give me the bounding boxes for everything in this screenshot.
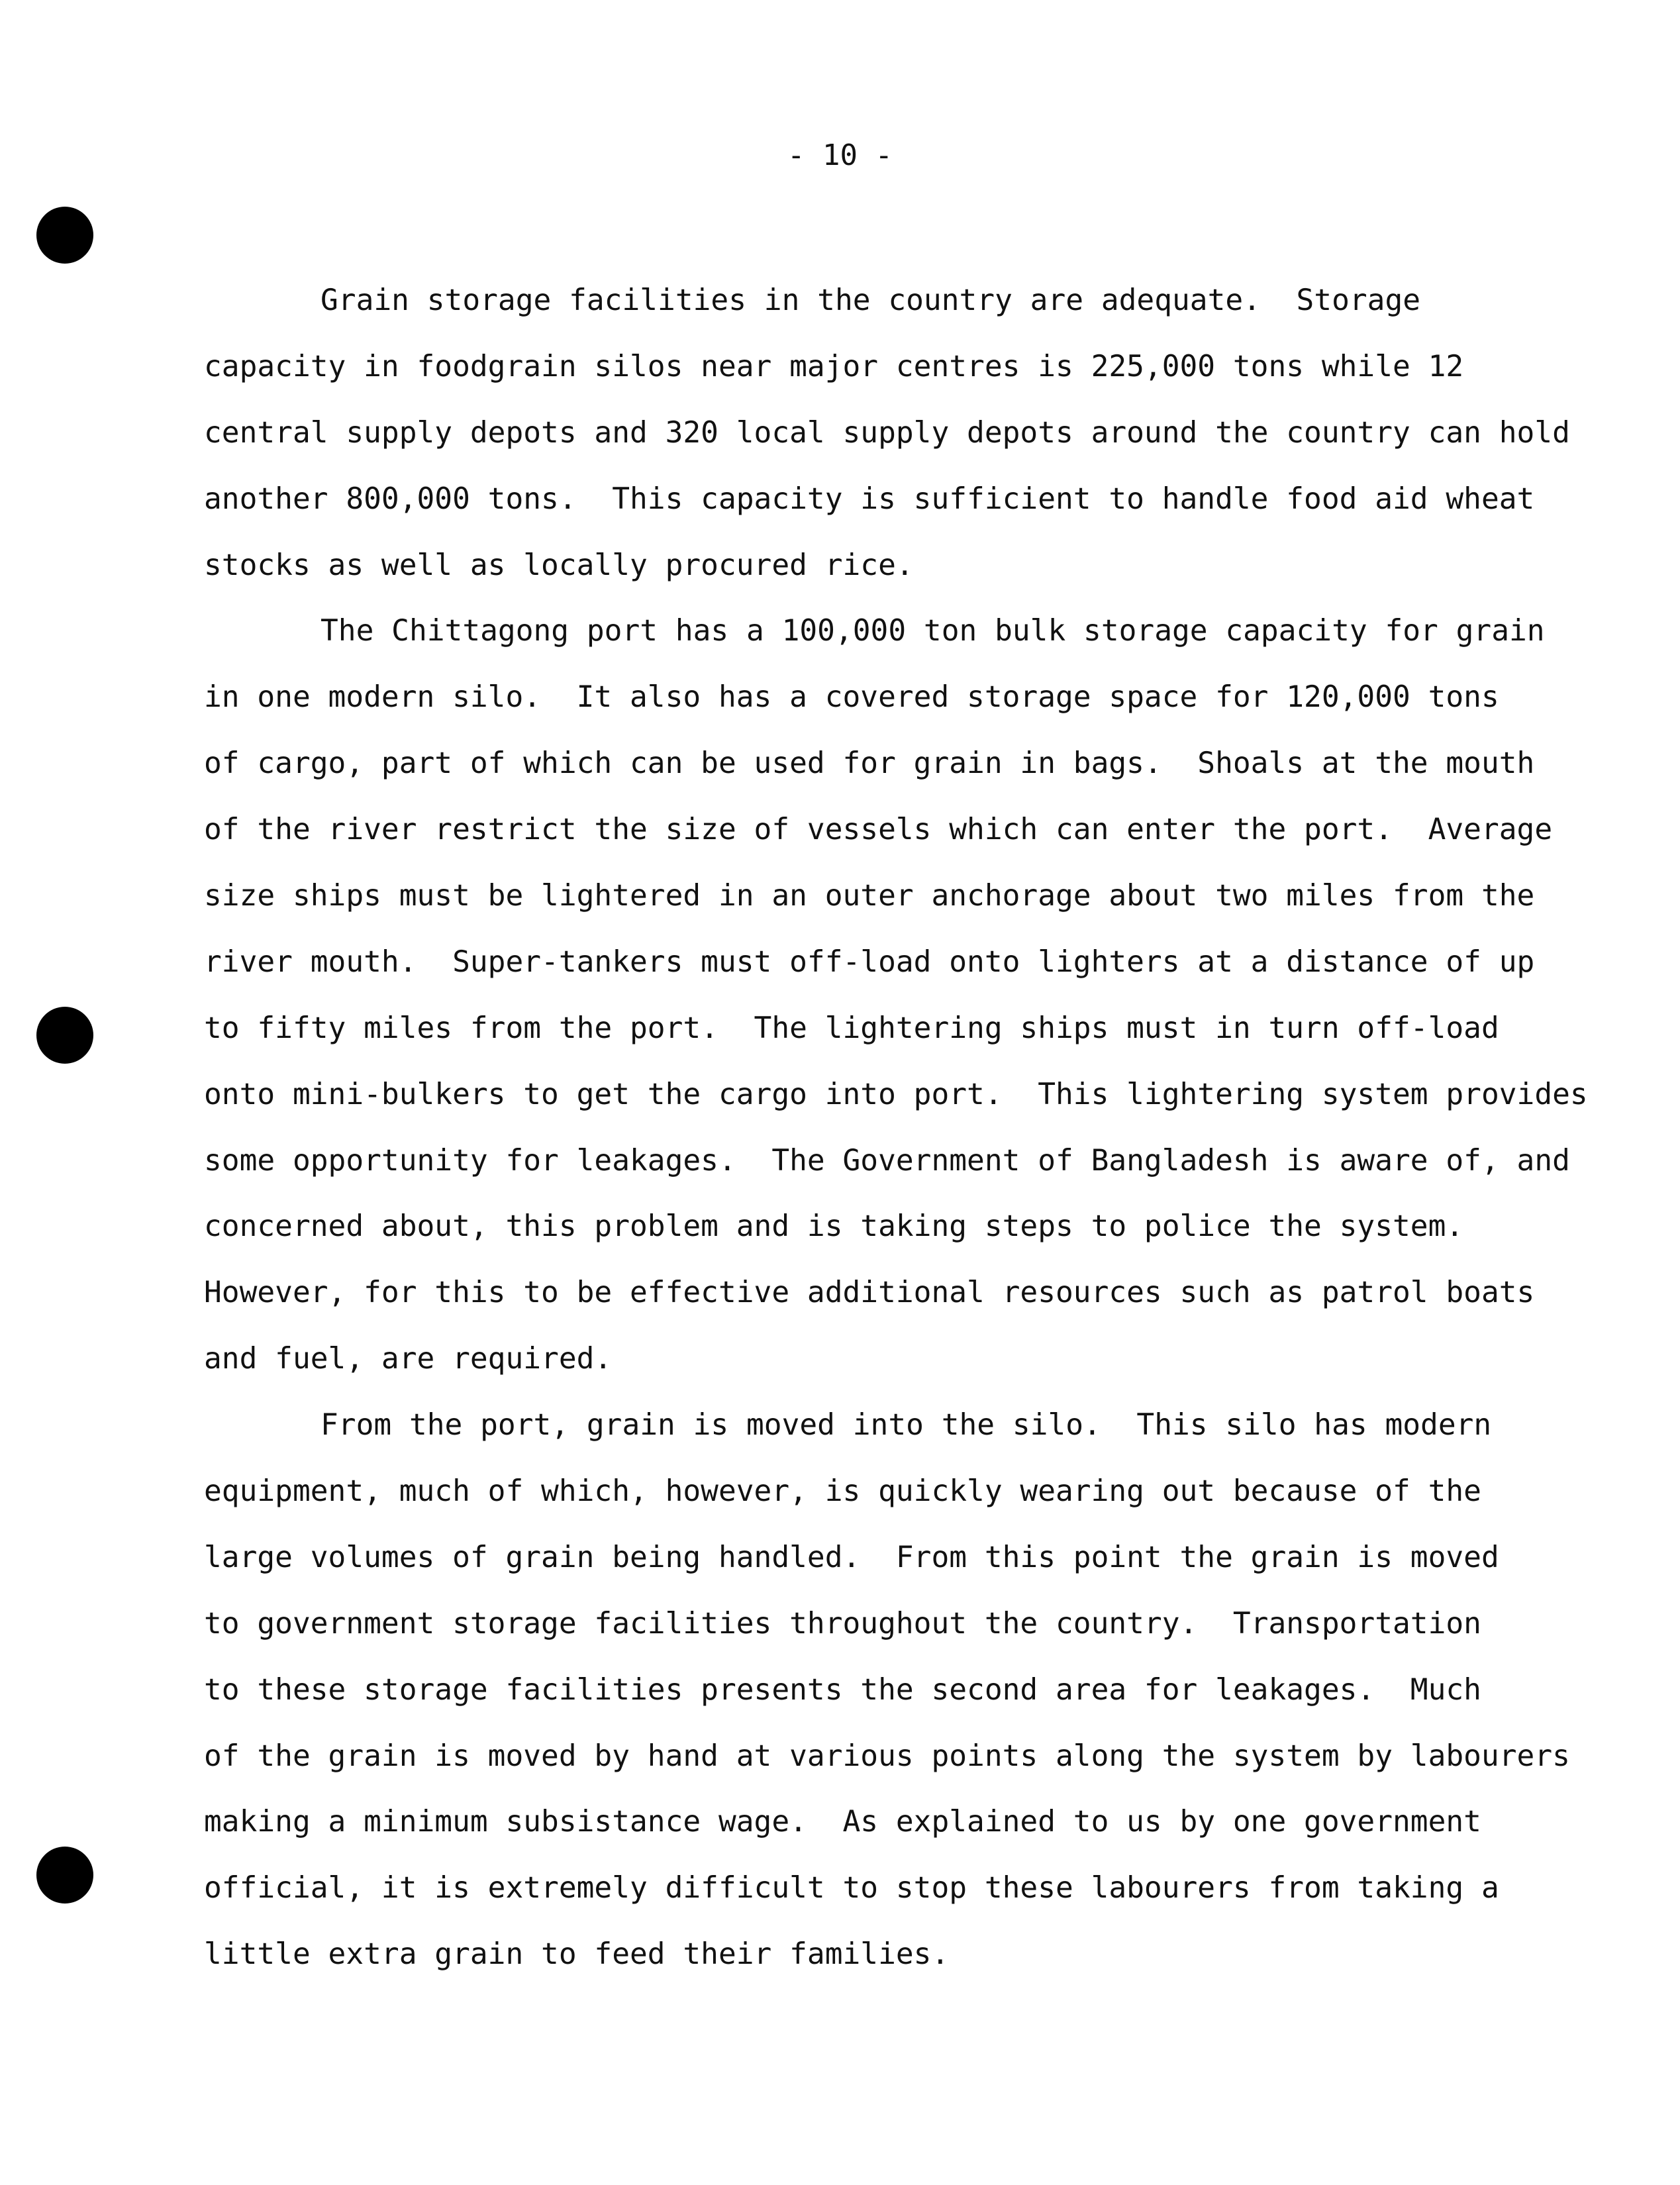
text-line: of cargo, part of which can be used for grain in bags. Shoals at the mouth — [204, 746, 1535, 781]
text-line: little extra grain to feed their families. — [204, 1937, 950, 1972]
paragraph — [204, 1392, 1570, 1988]
text-line: river mouth. Super-tankers must off-load onto lighters at a distance of up — [204, 944, 1535, 979]
text-line: From the port, grain is moved into the silo. This silo has modern — [321, 1408, 1492, 1443]
page-number: - 10 - — [787, 138, 893, 172]
text-line: to fifty miles from the port. The lightering ships must in turn off-load — [204, 1011, 1499, 1045]
text-line: However, for this to be effective additional resources such as patrol boats — [204, 1276, 1535, 1310]
text-line: The Chittagong port has a 100,000 ton bulk storage capacity for grain — [321, 614, 1545, 648]
text-line: making a minimum subsistance wage. As explained to us by one government — [204, 1805, 1481, 1839]
text-line: to these storage facilities presents the second area for leakages. Much — [204, 1672, 1481, 1707]
binder-hole — [36, 1847, 93, 1904]
binder-hole — [36, 1007, 93, 1064]
text-line: official, it is extremely difficult to stop these labourers from taking a — [204, 1871, 1499, 1906]
binder-hole — [36, 207, 93, 264]
body-text — [204, 268, 1588, 1988]
text-line: another 800,000 tons. This capacity is sufficient to handle food aid wheat — [204, 482, 1535, 516]
text-line: large volumes of grain being handled. From this point the grain is moved — [204, 1540, 1499, 1574]
text-line: concerned about, this problem and is taking steps to police the system. — [204, 1209, 1464, 1244]
text-line: of the river restrict the size of vessels which can enter the port. Average — [204, 813, 1553, 847]
text-line: Grain storage facilities in the country are adequate. Storage — [321, 283, 1421, 317]
text-line: and fuel, are required. — [204, 1342, 613, 1376]
text-line: equipment, much of which, however, is quickly wearing out because of the — [204, 1474, 1481, 1509]
paragraph — [204, 268, 1570, 598]
text-line: to government storage facilities throughout the country. Transportation — [204, 1606, 1481, 1641]
text-line: some opportunity for leakages. The Government of Bangladesh is aware of, and — [204, 1143, 1570, 1178]
text-line: central supply depots and 320 local supply depots around the country can hold — [204, 415, 1570, 450]
text-line: in one modern silo. It also has a covered storage space for 120,000 tons — [204, 680, 1499, 715]
text-line: capacity in foodgrain silos near major centres is 225,000 tons while 12 — [204, 349, 1464, 383]
text-line: of the grain is moved by hand at various points along the system by labourers — [204, 1739, 1570, 1773]
paragraph — [204, 598, 1588, 1392]
text-line: size ships must be lightered in an outer anchorage about two miles from the — [204, 879, 1535, 913]
text-line: stocks as well as locally procured rice. — [204, 548, 914, 582]
text-line: onto mini-bulkers to get the cargo into port. This lightering system provides — [204, 1077, 1588, 1111]
